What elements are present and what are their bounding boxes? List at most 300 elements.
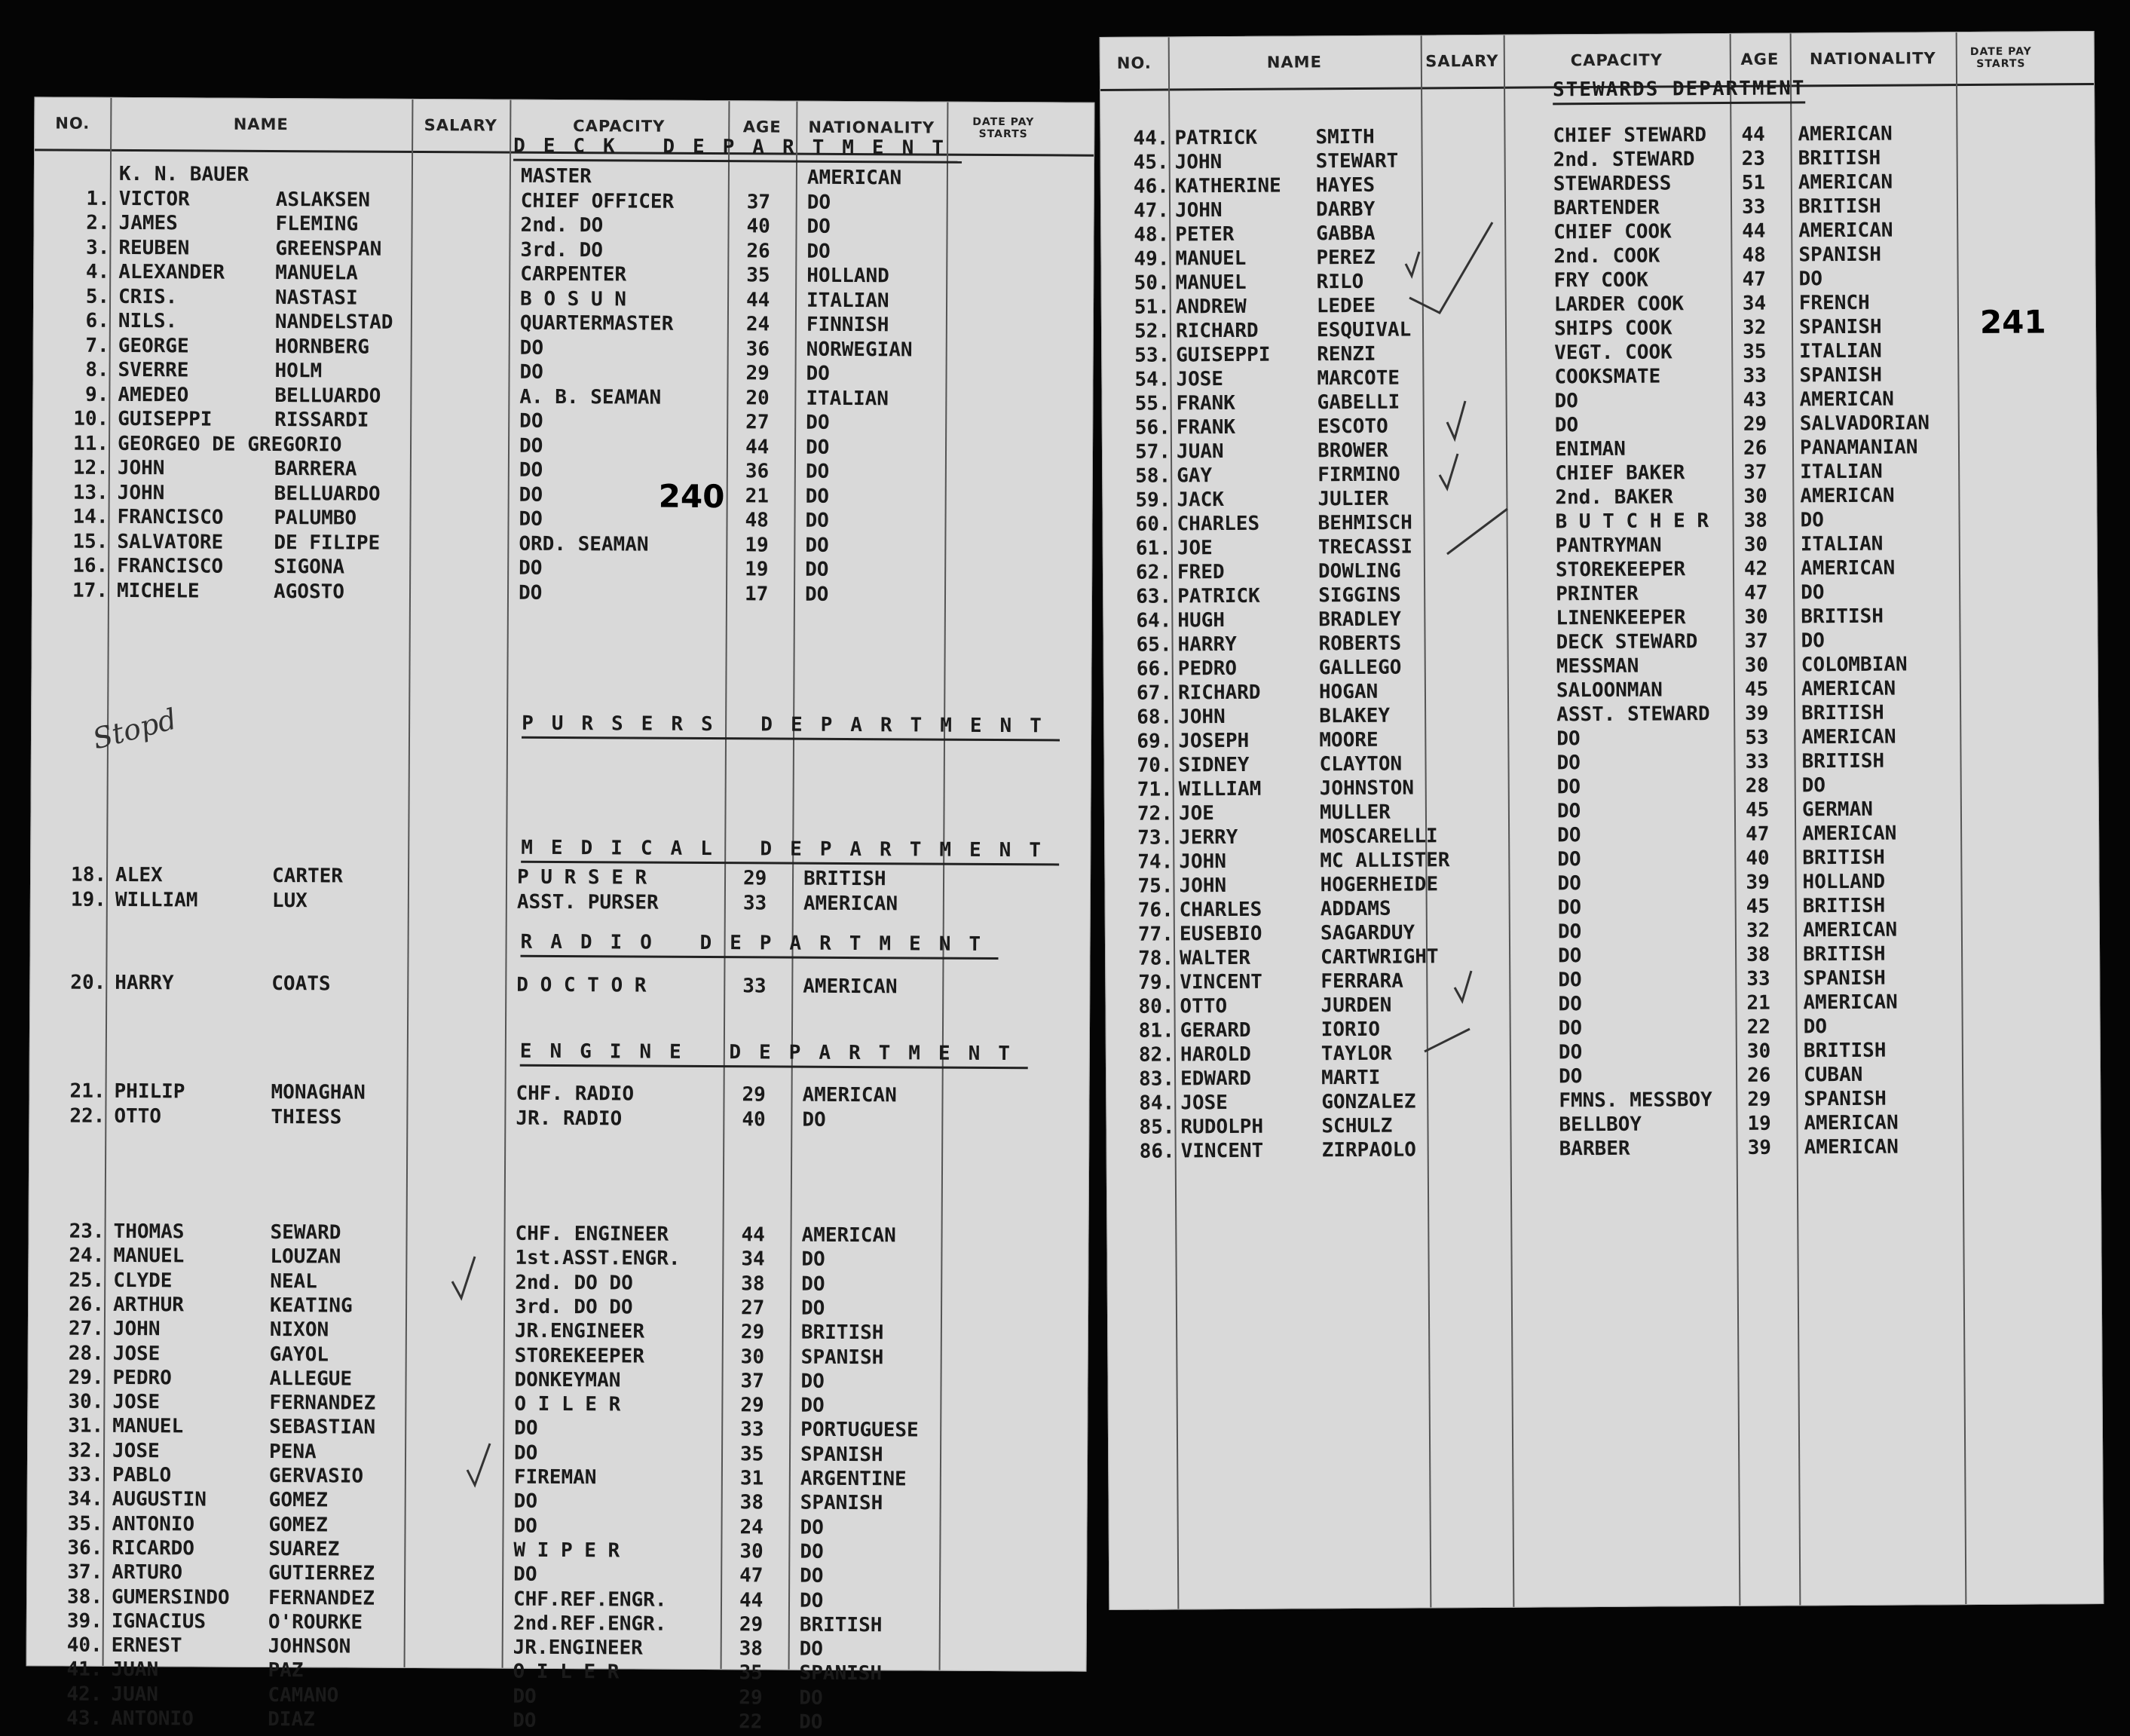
crew-nationality: AMERICAN xyxy=(1798,170,1893,194)
crew-nationality: AMERICAN xyxy=(1802,918,1898,942)
crew-capacity: CHIEF OFFICER xyxy=(520,189,675,213)
crew-age: 38 xyxy=(739,1637,764,1661)
crew-nationality: DO xyxy=(805,460,830,483)
crew-nationality: AMERICAN xyxy=(1804,1135,1899,1159)
crew-capacity: CHF. ENGINEER xyxy=(515,1222,669,1246)
crew-first-name: HUGH xyxy=(1177,609,1226,632)
crew-capacity: LINENKEEPER xyxy=(1556,606,1686,630)
crew-first-name: SALVATORE xyxy=(117,530,224,554)
crew-last-name: MOORE xyxy=(1319,728,1379,752)
crew-number: 65. xyxy=(1136,633,1172,657)
crew-capacity: DECK STEWARD xyxy=(1556,630,1698,654)
crew-last-name: BRADLEY xyxy=(1318,608,1402,632)
department-heading: DECK DEPARTMENT xyxy=(513,133,962,164)
crew-number: 69. xyxy=(1137,730,1173,753)
crew-number: 47. xyxy=(1133,199,1170,222)
crew-number: 48. xyxy=(1134,223,1170,246)
crew-last-name: SIGONA xyxy=(274,556,345,579)
crew-last-name: NANDELSTAD xyxy=(274,311,393,334)
crew-age: 35 xyxy=(739,1661,763,1685)
crew-capacity: DO xyxy=(1557,920,1582,944)
crew-age: 30 xyxy=(1743,533,1768,556)
crew-nationality: DO xyxy=(1801,581,1825,605)
crew-first-name: RUDOLPH xyxy=(1180,1115,1264,1139)
crew-capacity: DO xyxy=(513,1709,537,1732)
crew-last-name: BROWER xyxy=(1317,439,1389,463)
crew-age: 43 xyxy=(1743,388,1767,412)
crew-capacity: CARPENTER xyxy=(520,262,627,286)
crew-nationality: DO xyxy=(805,534,829,557)
crew-capacity: B U T C H E R xyxy=(1555,510,1709,534)
crew-capacity: DO xyxy=(513,1514,537,1538)
crew-last-name: RISSARDI xyxy=(274,409,369,432)
crew-nationality: BRITISH xyxy=(1798,194,1881,219)
crew-last-name: SCHULZ xyxy=(1321,1114,1393,1138)
crew-age: 38 xyxy=(739,1491,764,1514)
crew-last-name: ZIRPAOLO xyxy=(1321,1138,1416,1162)
crew-nationality: DO xyxy=(800,1516,824,1539)
crew-first-name: JOSE xyxy=(1180,1092,1228,1115)
crew-number: 81. xyxy=(1138,1019,1174,1043)
crew-nationality: ITALIAN xyxy=(1799,339,1882,363)
crew-age: 21 xyxy=(745,484,770,507)
crew-first-name: GUISEPPI xyxy=(118,407,213,431)
crew-first-name: RICHARD xyxy=(1177,681,1261,705)
crew-last-name: LOUZAN xyxy=(270,1245,341,1269)
crew-last-name: MARTI xyxy=(1321,1066,1381,1090)
header-capacity: CAPACITY xyxy=(1570,51,1663,70)
crew-capacity: STEWARDESS xyxy=(1553,172,1672,196)
crew-number: 75. xyxy=(1137,874,1174,898)
crew-number: 15. xyxy=(72,530,109,553)
crew-last-name: MONAGHAN xyxy=(271,1080,366,1104)
crew-number: 67. xyxy=(1136,681,1173,705)
crew-first-name: JOHN xyxy=(1178,706,1226,729)
crew-nationality: SPANISH xyxy=(1799,363,1883,387)
crew-number: 51. xyxy=(1134,295,1170,319)
crew-capacity: DO xyxy=(1557,896,1582,920)
crew-nationality: DO xyxy=(1800,509,1824,532)
crew-nationality: BRITISH xyxy=(799,1613,883,1637)
crew-last-name: KEATING xyxy=(269,1294,353,1318)
crew-age: 37 xyxy=(740,1370,764,1393)
crew-age: 45 xyxy=(1744,678,1769,701)
crew-age: 29 xyxy=(740,1394,764,1417)
crew-age: 22 xyxy=(739,1710,763,1734)
crew-nationality: AMERICAN xyxy=(1801,677,1896,701)
crew-capacity: ENIMAN xyxy=(1554,437,1627,461)
crew-last-name: THIESS xyxy=(271,1105,342,1129)
crew-last-name: PALUMBO xyxy=(274,507,357,530)
header-nationality: NATIONALITY xyxy=(1809,49,1936,69)
page-stamp: 241 xyxy=(1979,303,2046,341)
crew-number: 5. xyxy=(85,285,110,308)
crew-last-name: GOMEZ xyxy=(268,1489,329,1512)
crew-nationality: AMERICAN xyxy=(1804,1111,1899,1135)
crew-first-name: HARRY xyxy=(115,971,174,995)
crew-age: 19 xyxy=(1747,1112,1771,1135)
crew-nationality: DO xyxy=(806,215,831,238)
check-mark-icon xyxy=(1455,971,1471,1001)
crew-nationality: ITALIAN xyxy=(806,387,889,410)
crew-first-name: MANUEL xyxy=(1175,271,1247,295)
crew-capacity: FMNS. MESSBOY xyxy=(1559,1088,1712,1113)
crew-first-name: JOSEPH xyxy=(1178,729,1250,753)
crew-capacity: MESSMAN xyxy=(1556,654,1639,678)
crew-number: 18. xyxy=(71,863,107,886)
crew-last-name: FIRMINO xyxy=(1317,463,1400,487)
crew-last-name: GOMEZ xyxy=(268,1513,328,1536)
crew-nationality: BRITISH xyxy=(803,867,886,891)
crew-age: 40 xyxy=(746,215,770,238)
header-name: NAME xyxy=(1266,53,1322,72)
crew-nationality: BRITISH xyxy=(1802,894,1886,918)
crew-nationality: AMERICAN xyxy=(1800,484,1895,508)
crew-age: 27 xyxy=(740,1297,765,1320)
crew-capacity: BARBER xyxy=(1559,1137,1630,1161)
crew-first-name: NILS. xyxy=(118,309,178,333)
crew-capacity: DO xyxy=(1556,752,1581,775)
crew-first-name: ALEX xyxy=(115,863,163,887)
crew-age: 24 xyxy=(739,1515,764,1539)
crew-number: 53. xyxy=(1134,344,1171,367)
crew-age: 29 xyxy=(1747,1088,1771,1111)
crew-last-name: BARRERA xyxy=(274,458,357,481)
crew-last-name: BEHMISCH xyxy=(1317,511,1412,535)
crew-age: 33 xyxy=(742,975,767,998)
crew-first-name: RICARDO xyxy=(112,1536,195,1560)
crew-capacity: CHIEF COOK xyxy=(1553,220,1672,244)
crew-nationality: DO xyxy=(799,1637,824,1661)
crew-last-name: DIAZ xyxy=(268,1707,315,1731)
crew-age: 24 xyxy=(745,313,770,336)
crew-first-name: HAROLD xyxy=(1180,1043,1251,1067)
crew-capacity: LARDER COOK xyxy=(1553,292,1685,317)
crew-capacity: DO xyxy=(519,483,543,507)
crew-last-name: ESQUIVAL xyxy=(1316,318,1412,342)
crew-age: 21 xyxy=(1746,991,1770,1015)
crew-first-name: MICHELE xyxy=(116,579,200,602)
crew-first-name: FRANCISCO xyxy=(117,554,224,578)
crew-age: 42 xyxy=(1743,557,1768,580)
crew-first-name: GERARD xyxy=(1180,1018,1251,1043)
crew-nationality: DO xyxy=(1801,629,1825,653)
crew-nationality: BRITISH xyxy=(1803,942,1886,966)
crew-age: 32 xyxy=(1742,316,1767,339)
crew-age: 35 xyxy=(1743,340,1767,363)
crew-nationality: DO xyxy=(806,240,831,263)
crew-last-name: FLEMING xyxy=(275,213,359,236)
crew-first-name: VINCENT xyxy=(1180,1139,1264,1163)
crew-last-name: MOSCARELLI xyxy=(1320,825,1438,849)
crew-first-name: CHARLES xyxy=(1177,512,1260,536)
crew-number: 27. xyxy=(68,1317,104,1341)
crew-number: 3. xyxy=(86,236,110,259)
page-stamp: 240 xyxy=(658,477,725,516)
crew-number: 16. xyxy=(72,554,109,577)
crew-age: 35 xyxy=(739,1442,764,1466)
crew-capacity: 2nd. STEWARD xyxy=(1553,148,1695,172)
crew-nationality: DO xyxy=(805,558,829,581)
crew-last-name: FERNANDEZ xyxy=(269,1392,376,1415)
crew-nationality: AMERICAN xyxy=(1800,556,1896,580)
crew-nationality: AMERICAN xyxy=(803,975,898,999)
crew-number: 54. xyxy=(1134,368,1171,391)
crew-last-name: FERRARA xyxy=(1321,969,1403,994)
crew-number: 84. xyxy=(1139,1092,1175,1115)
crew-age: 33 xyxy=(1745,750,1769,773)
crew-last-name: JOHNSON xyxy=(268,1635,351,1658)
crew-first-name: ALEXANDER xyxy=(118,260,225,284)
crew-first-name: JUAN xyxy=(111,1658,159,1682)
crew-nationality: DO xyxy=(800,1540,824,1563)
crew-nationality: DO xyxy=(801,1248,825,1272)
crew-nationality: PANAMANIAN xyxy=(1799,436,1918,460)
crew-last-name: DE FILIPE xyxy=(274,531,381,555)
crew-last-name: GABELLI xyxy=(1317,390,1400,415)
crew-age: 39 xyxy=(1746,871,1770,894)
crew-age: 30 xyxy=(740,1345,765,1368)
crew-nationality: DO xyxy=(1798,268,1823,291)
crew-nationality: SPANISH xyxy=(1803,966,1886,990)
crew-age: 29 xyxy=(739,1613,764,1636)
crew-nationality: DO xyxy=(805,436,830,459)
crew-number: 19. xyxy=(70,888,106,911)
crew-first-name: WILLIAM xyxy=(1178,777,1262,801)
crew-first-name: PATRICK xyxy=(1174,126,1258,150)
crew-first-name: JOHN xyxy=(112,1318,161,1341)
crew-age: 33 xyxy=(740,1418,764,1441)
crew-age: 44 xyxy=(745,435,770,458)
crew-capacity: SALOONMAN xyxy=(1556,678,1663,703)
crew-age: 47 xyxy=(1742,268,1767,291)
crew-number: 46. xyxy=(1133,175,1169,198)
crew-nationality: AMERICAN xyxy=(1799,387,1894,412)
crew-first-name: FRED xyxy=(1177,561,1225,584)
crew-last-name: JURDEN xyxy=(1321,994,1392,1018)
crew-age: 26 xyxy=(746,239,770,262)
crew-age: 30 xyxy=(1744,605,1768,629)
crew-last-name: NIXON xyxy=(269,1318,329,1342)
department-heading: MEDICAL DEPARTMENT xyxy=(521,835,1059,866)
crew-capacity: W I P E R xyxy=(513,1539,620,1563)
crew-number: 70. xyxy=(1137,754,1173,777)
crew-number: 79. xyxy=(1138,971,1174,994)
crew-number: 83. xyxy=(1139,1067,1175,1091)
crew-last-name: TAYLOR xyxy=(1321,1042,1392,1066)
crew-number: 73. xyxy=(1137,826,1174,850)
header-no: NO. xyxy=(1116,54,1152,72)
crew-number: 30. xyxy=(68,1390,104,1413)
crew-capacity: DO xyxy=(513,1441,538,1465)
crew-first-name: KATHERINE xyxy=(1174,174,1281,198)
crew-nationality: DO xyxy=(799,1589,824,1612)
crew-age: 22 xyxy=(1746,1015,1771,1039)
crew-first-name: GEORGEO DE GREGORIO xyxy=(117,432,342,456)
crew-first-name: PEDRO xyxy=(1177,657,1238,681)
crew-last-name: NEAL xyxy=(270,1269,317,1293)
crew-number: 22. xyxy=(69,1104,106,1128)
crew-age: 34 xyxy=(1742,292,1767,315)
crew-capacity: DO xyxy=(1558,945,1582,968)
crew-age: 19 xyxy=(745,558,769,581)
crew-last-name: SEBASTIAN xyxy=(269,1416,376,1440)
crew-number: 59. xyxy=(1135,488,1171,512)
crew-capacity: MASTER xyxy=(520,164,592,188)
crew-first-name: OTTO xyxy=(1180,995,1228,1018)
crew-age: 29 xyxy=(739,1685,763,1710)
crew-age: 40 xyxy=(742,1108,766,1131)
crew-nationality: SPANISH xyxy=(800,1491,883,1515)
crew-first-name: JERRY xyxy=(1179,825,1238,850)
crew-age: 33 xyxy=(1746,967,1770,990)
crew-number: 66. xyxy=(1136,657,1172,681)
crew-capacity: QUARTERMASTER xyxy=(519,311,674,335)
crew-number: 77. xyxy=(1137,923,1174,946)
crew-last-name: MC ALLISTER xyxy=(1320,849,1450,873)
crew-age: 48 xyxy=(745,509,769,532)
crew-age: 38 xyxy=(1746,943,1770,966)
crew-capacity: STOREKEEPER xyxy=(1555,558,1686,582)
crew-number: 31. xyxy=(68,1414,104,1438)
crew-capacity: COOKSMATE xyxy=(1554,365,1661,389)
crew-capacity: CHF.REF.ENGR. xyxy=(513,1588,667,1612)
check-mark-icon xyxy=(1447,509,1507,554)
crew-number: 57. xyxy=(1134,440,1171,464)
crew-last-name: LUX xyxy=(271,889,308,913)
crew-age: 26 xyxy=(1746,1064,1771,1087)
crew-number: 55. xyxy=(1134,392,1171,415)
crew-first-name: IGNACIUS xyxy=(111,1609,207,1633)
crew-last-name: GREENSPAN xyxy=(275,237,382,261)
crew-capacity: D O C T O R xyxy=(516,973,647,997)
crew-first-name: ANDREW xyxy=(1175,295,1247,319)
crew-last-name: HOLM xyxy=(274,360,323,383)
crew-age: 30 xyxy=(1746,1039,1771,1063)
crew-number: 72. xyxy=(1137,802,1174,825)
crew-capacity: DO xyxy=(1558,993,1582,1016)
crew-capacity: DO xyxy=(1554,414,1579,437)
crew-capacity: DO xyxy=(519,360,543,384)
crew-number: 28. xyxy=(68,1342,104,1365)
crew-age: 29 xyxy=(740,1321,765,1344)
crew-first-name: EDWARD xyxy=(1180,1067,1252,1091)
crew-first-name: JOE xyxy=(1177,537,1213,560)
crew-nationality: AMERICAN xyxy=(802,1083,897,1107)
crew-number: 85. xyxy=(1139,1116,1175,1139)
crew-first-name: GUMERSINDO xyxy=(111,1585,230,1609)
handwritten-note: Stopd xyxy=(89,702,180,756)
crew-capacity: FRY COOK xyxy=(1553,268,1648,292)
crew-capacity: DO xyxy=(1556,776,1581,799)
crew-number: 39. xyxy=(66,1609,103,1633)
crew-first-name: ANTONIO xyxy=(111,1707,194,1731)
crew-capacity: 1st.ASST.ENGR. xyxy=(515,1246,681,1271)
crew-capacity: DO xyxy=(1557,824,1581,847)
crew-capacity: DO xyxy=(519,434,543,458)
crew-capacity: DO xyxy=(1558,1041,1583,1064)
crew-first-name: MANUEL xyxy=(1175,246,1247,271)
crew-capacity: ASST. STEWARD xyxy=(1556,703,1710,727)
crew-age: 37 xyxy=(1744,629,1768,653)
crew-last-name: GERVASIO xyxy=(268,1464,364,1488)
crew-age: 30 xyxy=(1743,485,1767,508)
crew-last-name: RILO xyxy=(1316,270,1364,294)
crew-first-name: JOSE xyxy=(112,1342,161,1365)
crew-nationality: ITALIAN xyxy=(1800,532,1884,556)
crew-number: 13. xyxy=(72,481,109,504)
crew-capacity: DO xyxy=(519,556,543,580)
crew-last-name: BLAKEY xyxy=(1319,704,1391,728)
crew-last-name: MULLER xyxy=(1319,801,1391,825)
crew-first-name: PHILIP xyxy=(114,1079,185,1104)
crew-last-name: LEDEE xyxy=(1316,294,1376,318)
crew-number: 42. xyxy=(66,1682,103,1706)
crew-age: 47 xyxy=(1744,581,1768,605)
crew-capacity: P U R S E R xyxy=(516,865,647,889)
crew-last-name: STEWART xyxy=(1315,149,1399,173)
crew-age: 45 xyxy=(1745,798,1770,822)
crew-last-name: ROBERTS xyxy=(1318,632,1402,656)
crew-nationality: ITALIAN xyxy=(806,289,889,312)
crew-capacity: DO xyxy=(519,507,543,531)
crew-capacity: BELLBOY xyxy=(1559,1113,1642,1137)
crew-age: 29 xyxy=(745,362,770,385)
crew-age: 36 xyxy=(745,337,770,360)
crew-capacity: A. B. SEAMAN xyxy=(519,385,662,409)
crew-nationality: BRITISH xyxy=(1802,846,1885,870)
crew-capacity: DO xyxy=(1558,969,1582,992)
header-salary: SALARY xyxy=(424,116,497,135)
crew-age: 47 xyxy=(1746,822,1770,846)
crew-capacity: DO xyxy=(1554,390,1579,413)
crew-capacity: DO xyxy=(1558,1065,1583,1088)
crew-capacity: DO xyxy=(1557,848,1581,871)
crew-capacity: DONKEYMAN xyxy=(514,1368,621,1392)
crew-first-name: ARTURO xyxy=(112,1561,183,1584)
crew-nationality: NORWEGIAN xyxy=(806,338,913,361)
crew-first-name: JOHN xyxy=(1179,874,1227,898)
crew-first-name: JOHN xyxy=(117,456,165,480)
crew-first-name: GAY xyxy=(1177,464,1213,488)
crew-nationality: DO xyxy=(800,1394,825,1417)
crew-capacity: DO xyxy=(1556,800,1581,823)
crew-number: 6. xyxy=(85,309,109,332)
crew-nationality: AMERICAN xyxy=(1798,122,1893,146)
crew-age: 31 xyxy=(739,1467,764,1490)
crew-capacity: VEGT. COOK xyxy=(1554,341,1672,365)
crew-first-name: JOSE xyxy=(1176,368,1224,391)
crew-number: 37. xyxy=(67,1560,103,1584)
crew-nationality: DO xyxy=(799,1686,823,1710)
crew-first-name: FRANK xyxy=(1176,415,1236,439)
crew-nationality: DO xyxy=(1803,1015,1828,1039)
header-name: NAME xyxy=(233,115,289,134)
crew-last-name: PEREZ xyxy=(1316,246,1376,270)
crew-number: 14. xyxy=(72,505,109,528)
crew-age: 44 xyxy=(741,1223,765,1247)
crew-nationality: BRITISH xyxy=(1803,1039,1887,1063)
crew-first-name: VICTOR xyxy=(118,187,190,210)
crew-age: 45 xyxy=(1746,895,1770,918)
header-date-pay-starts: DATE PAY STARTS xyxy=(1969,45,2032,70)
crew-age: 17 xyxy=(744,582,769,605)
crew-first-name: JOHN xyxy=(1174,199,1223,222)
crew-first-name: RICHARD xyxy=(1175,319,1259,343)
crew-nationality: SPANISH xyxy=(799,1662,883,1685)
crew-number: 26. xyxy=(69,1293,105,1316)
department-heading: STEWARDS DEPARTMENT xyxy=(1553,75,1806,105)
